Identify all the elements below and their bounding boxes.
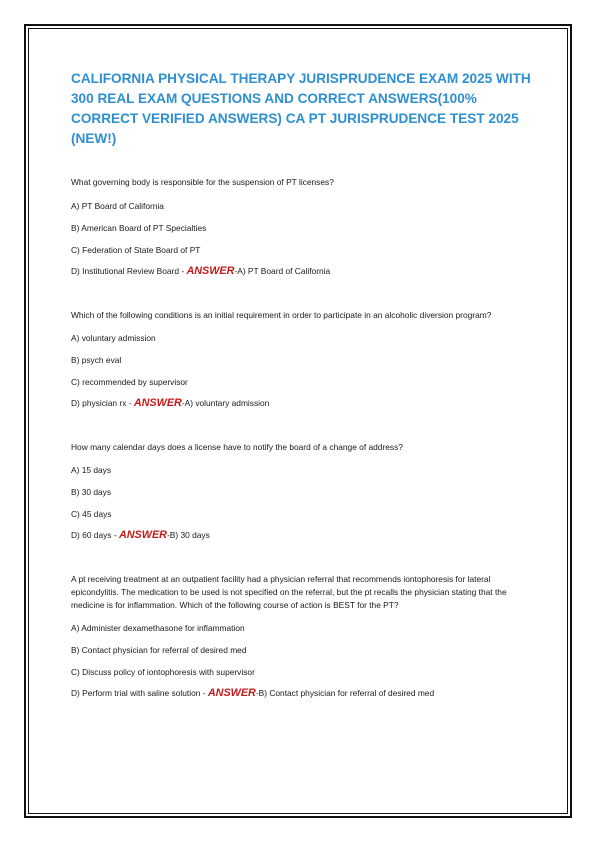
answer-label: ANSWER: [118, 529, 167, 541]
correct-answer: -B) Contact physician for referral of desired med: [255, 688, 435, 698]
answer-option: C) Federation of State Board of PT: [71, 245, 201, 255]
question-block: [71, 176, 531, 277]
answer-option-with-answer: [71, 265, 531, 277]
question-text: Which of the following conditions is an initial requirement in order to participate in an alcoholic diversion program?: [71, 310, 492, 320]
answer-option: B) American Board of PT Specialties: [71, 223, 207, 233]
answer-option: C) recommended by supervisor: [71, 377, 188, 387]
answer-option: A) 15 days: [71, 465, 112, 475]
correct-answer: -A) PT Board of California: [234, 266, 331, 276]
answer-label: ANSWER: [207, 687, 256, 699]
answer-option-text: D) 60 days -: [71, 530, 119, 540]
question-text: A pt receiving treatment at an outpatient facility had a physician referral that recommends iontophoresis for lateral epicondylitis. The medication to be used is not specified on the referral, but the pt recalls the physician stating that the medicine is for inflammation. Which of the following course of action is BEST for the PT?: [71, 574, 507, 610]
answer-label: ANSWER: [133, 397, 182, 409]
answer-option-text: D) Institutional Review Board -: [71, 266, 187, 276]
question-block: [71, 573, 531, 699]
answer-option: A) voluntary admission: [71, 333, 156, 343]
answer-option-text: D) physician rx -: [71, 398, 134, 408]
document-content: [71, 69, 531, 699]
question-text: How many calendar days does a license have to notify the board of a change of address?: [71, 442, 403, 452]
answer-option: C) Discuss policy of iontophoresis with supervisor: [71, 667, 255, 677]
answer-option: A) Administer dexamethasone for inflammation: [71, 623, 245, 633]
answer-option: C) 45 days: [71, 509, 112, 519]
answer-option: B) 30 days: [71, 487, 112, 497]
correct-answer: -A) voluntary admission: [181, 398, 270, 408]
answer-option-with-answer: [71, 397, 531, 409]
answer-label: ANSWER: [186, 265, 235, 277]
answer-option: B) Contact physician for referral of desired med: [71, 645, 247, 655]
question-text: What governing body is responsible for the suspension of PT licenses?: [71, 177, 334, 187]
question-block: [71, 441, 531, 541]
answer-option-with-answer: [71, 529, 531, 541]
correct-answer: -B) 30 days: [166, 530, 210, 540]
answer-option: A) PT Board of California: [71, 201, 164, 211]
answer-option: B) psych eval: [71, 355, 122, 365]
document-title: CALIFORNIA PHYSICAL THERAPY JURISPRUDENCE EXAM 2025 WITH 300 REAL EXAM QUESTIONS AND CORRECT ANSWERS(100% CORRECT VERIFIED ANSWERS) CA PT JURISPRUDENCE TEST 2025 (NEW!): [71, 71, 531, 146]
question-block: [71, 309, 531, 409]
answer-option-with-answer: [71, 687, 531, 699]
answer-option-text: D) Perform trial with saline solution -: [71, 688, 208, 698]
